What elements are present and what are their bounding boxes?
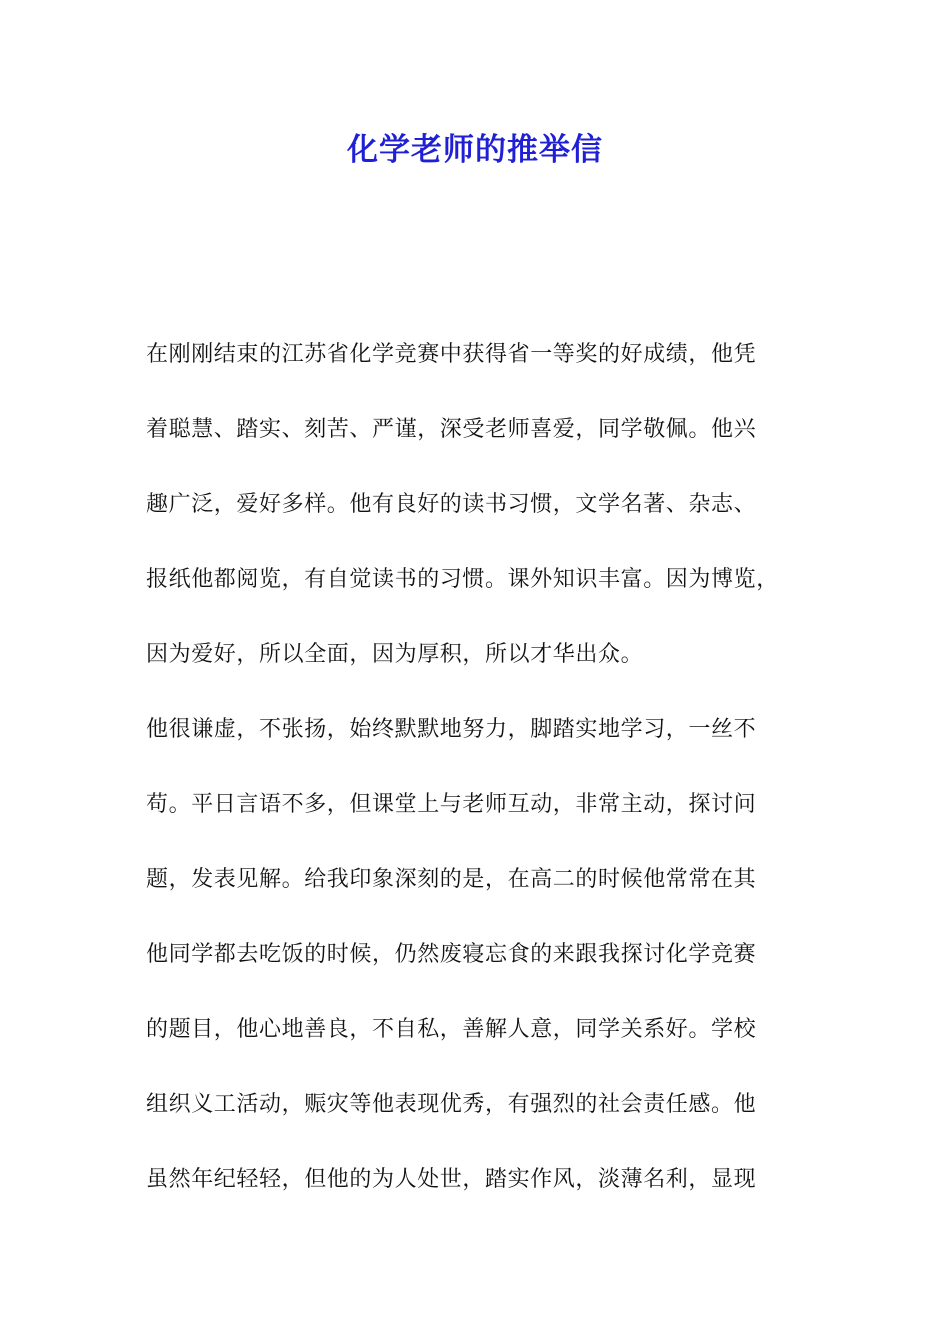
text-line: 他很谦虚，不张扬，始终默默地努力，脚踏实地学习，一丝不: [146, 717, 757, 742]
text-line: 他同学都去吃饭的时候，仍然废寝忘食的来跟我探讨化学竞赛: [146, 942, 757, 967]
text-line: 报纸他都阅览，有自觉读书的习惯。课外知识丰富。因为博览，: [146, 567, 779, 592]
text-line: 虽然年纪轻轻，但他的为人处世，踏实作风，淡薄名利，显现: [146, 1167, 757, 1192]
text-line: 题，发表见解。给我印象深刻的是，在高二的时候他常常在其: [146, 867, 757, 892]
text-line: 的题目，他心地善良，不自私，善解人意，同学关系好。学校: [146, 1017, 757, 1042]
text-line: 趣广泛，爱好多样。他有良好的读书习惯，文学名著、杂志、: [146, 492, 757, 517]
document-title: 化学老师的推举信: [347, 132, 603, 168]
text-line: 苟。平日言语不多，但课堂上与老师互动，非常主动，探讨问: [146, 792, 757, 817]
text-line: 组织义工活动，赈灾等他表现优秀，有强烈的社会责任感。他: [146, 1092, 757, 1117]
text-line: 着聪慧、踏实、刻苦、严谨，深受老师喜爱，同学敬佩。他兴: [146, 417, 757, 442]
text-line: 因为爱好，所以全面，因为厚积，所以才华出众。: [146, 642, 644, 667]
text-line: 在刚刚结束的江苏省化学竞赛中获得省一等奖的好成绩，他凭: [146, 342, 757, 367]
